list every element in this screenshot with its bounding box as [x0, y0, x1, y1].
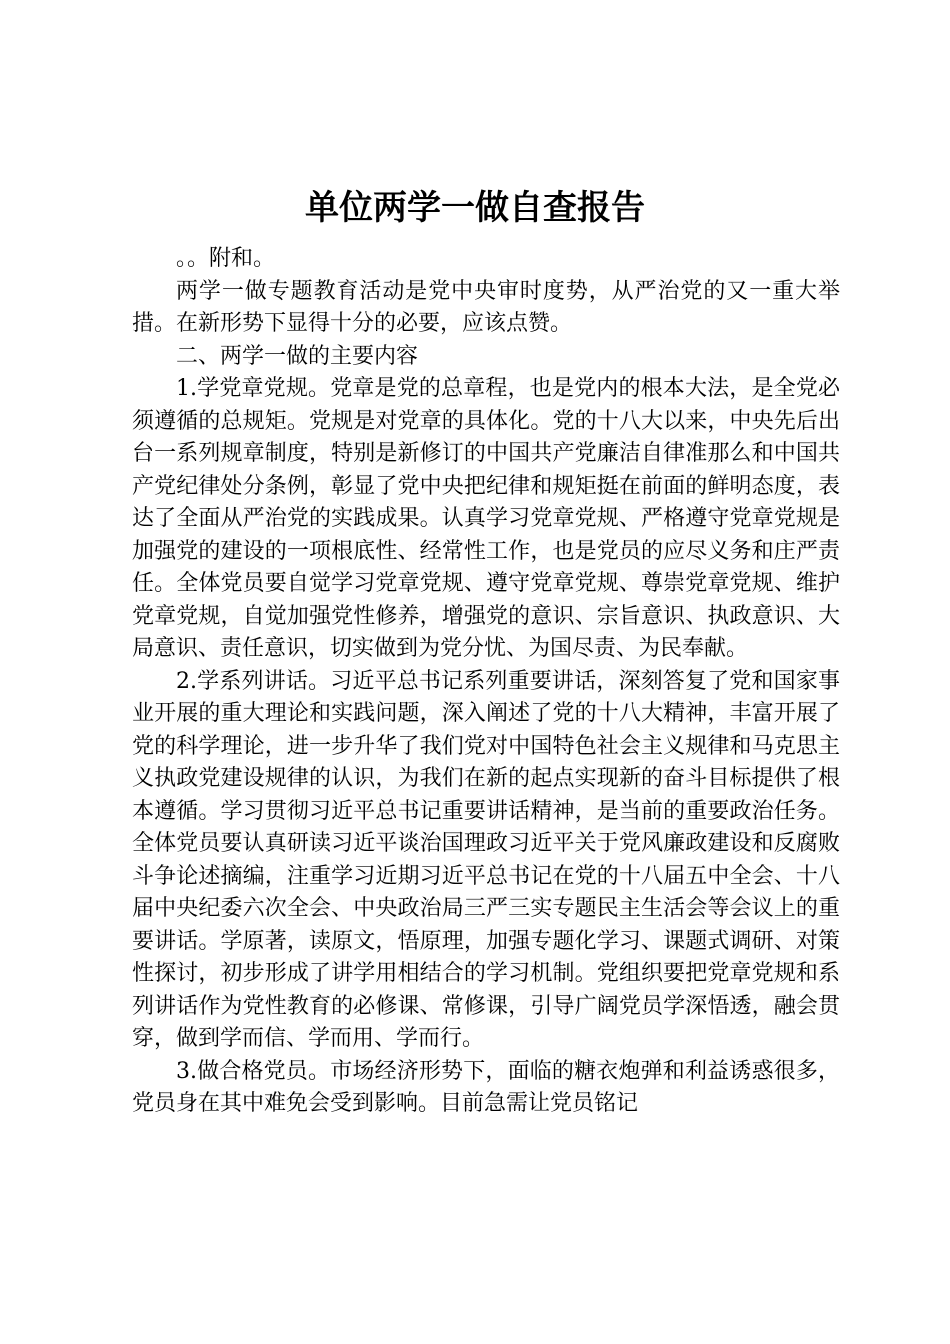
document-body [132, 243, 840, 1121]
paragraph-item-1: 1.学党章党规。党章是党的总章程，也是党内的根本大法，是全党必须遵循的总规矩。党规是对党章的具体化。党的十八大以来，中央先后出台一系列规章制度，特别是新修订的中国共产党廉洁自律准那么和中国共产党纪律处分条例，彰显了党中央把纪律和规矩挺在前面的鲜明态度，表达了全面从严治党的实践成果。认真学习党章党规、严格遵守党章党规是加强党的建设的一项根底性、经常性工作，也是党员的应尽义务和庄严责任。全体党员要自觉学习党章党规、遵守党章党规、尊崇党章党规、维护党章党规，自觉加强党性修养，增强党的意识、宗旨意识、执政意识、大局意识、责任意识，切实做到为党分忧、为国尽责、为民奉献。 [132, 376, 840, 661]
paragraph-intro: 。。附和。 [176, 246, 276, 271]
section-heading: 二、两学一做的主要内容 [176, 343, 419, 369]
paragraph-item-3: 3.做合格党员。市场经济形势下，面临的糖衣炮弹和利益诱惑很多，党员身在其中难免会受到影响。目前急需让党员铭记 [132, 1058, 840, 1116]
document-title: 单位两学一做自查报告 [305, 188, 645, 228]
paragraph-summary: 两学一做专题教育活动是党中央审时度势，从严治党的又一重大举措。在新形势下显得十分的必要，应该点赞。 [132, 278, 840, 336]
paragraph-item-2: 2.学系列讲话。习近平总书记系列重要讲话，深刻答复了党和国家事业开展的重大理论和实践问题，深入阐述了党的十八大精神，丰富开展了党的科学理论，进一步升华了我们党对中国特色社会主义规律和马克思主义执政党建设规律的认识，为我们在新的起点实现新的奋斗目标提供了根本遵循。学习贯彻习近平总书记重要讲话精神，是当前的重要政治任务。全体党员要认真研读习近平谈治国理政习近平关于党风廉政建设和反腐败斗争论述摘编，注重学习近期习近平总书记在党的十八届五中全会、十八届中央纪委六次全会、中央政治局三严三实专题民主生活会等会议上的重要讲话。学原著，读原文，悟原理，加强专题化学习、课题式调研、对策性探讨，初步形成了讲学用相结合的学习机制。党组织要把党章党规和系列讲话作为党性教育的必修课、常修课，引导广阔党员学深悟透，融会贯穿，做到学而信、学而用、学而行。 [132, 668, 840, 1051]
